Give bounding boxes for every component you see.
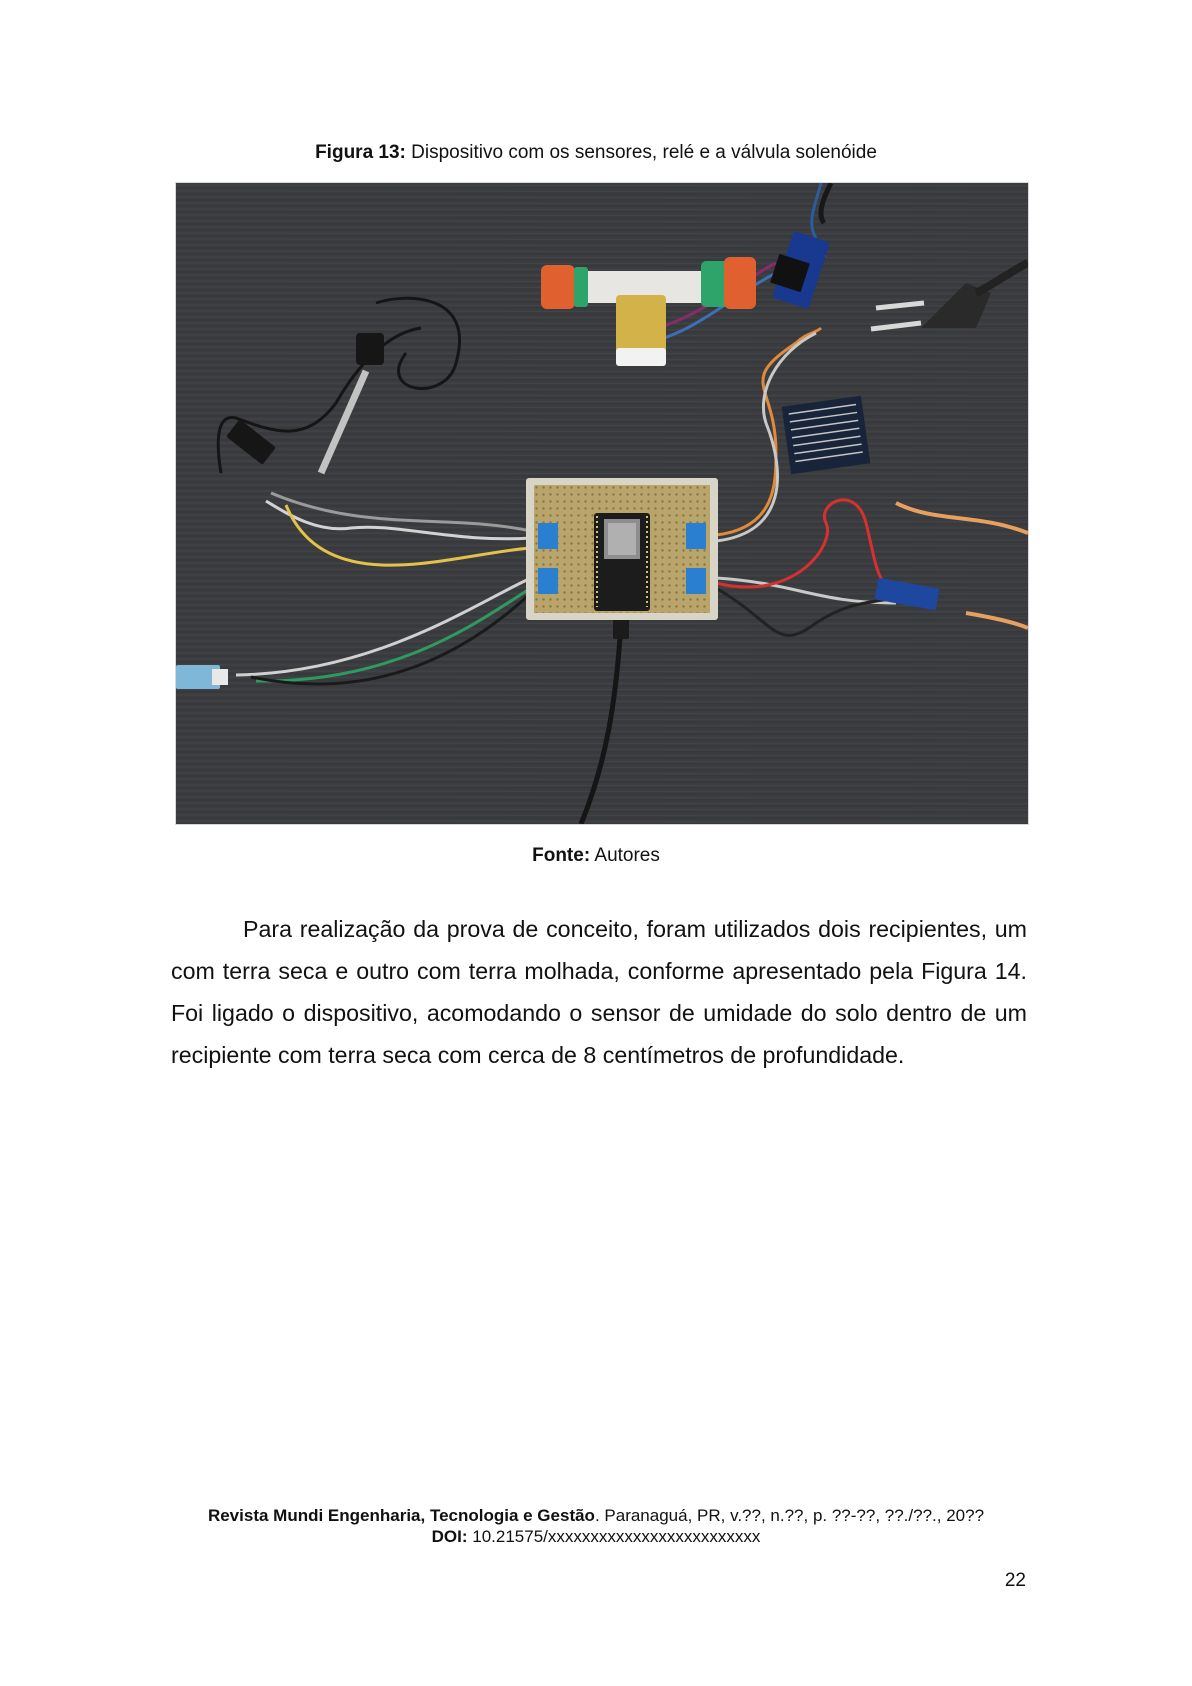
figure-label: Figura 13:	[315, 142, 406, 163]
source-label: Fonte:	[532, 845, 591, 866]
figure-source	[0, 845, 1192, 867]
journal-name: Revista Mundi Engenharia, Tecnologia e Gestão	[207, 1506, 595, 1525]
page-footer	[0, 1505, 1192, 1547]
page-number: 22	[1004, 1570, 1026, 1591]
citation-details: . Paranaguá, PR, v.??, n.??, p. ??-??, ??./??., 20??	[594, 1506, 985, 1525]
footer-doi	[0, 1526, 1192, 1547]
source-text: Autores	[594, 845, 660, 866]
figure-title: Dispositivo com os sensores, relé e a válvula solenóide	[411, 142, 877, 163]
figure-photo	[175, 182, 1029, 825]
figure-caption	[0, 142, 1192, 164]
body-paragraph: Para realização da prova de conceito, foram utilizados dois recipientes, um com terra seca e outro com terra molhada, conforme apresentado pela Figura 14. Foi ligado o dispositivo, acomodando o sensor de umidade do solo dentro de um recipiente com terra seca com cerca de 8 centímetros de profundidade.	[171, 916, 1027, 1068]
doi-label: DOI:	[431, 1527, 468, 1546]
doi-value: 10.21575/xxxxxxxxxxxxxxxxxxxxxxxxx	[467, 1527, 761, 1546]
device-photo-illustration	[176, 183, 1028, 824]
footer-citation	[0, 1505, 1192, 1526]
